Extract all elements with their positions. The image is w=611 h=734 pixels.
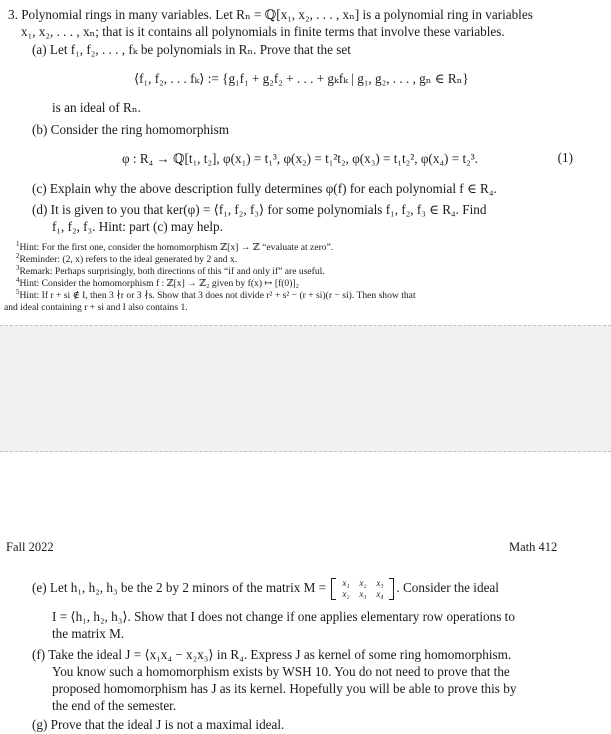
header-right: Math 412 bbox=[509, 540, 558, 554]
header-left: Fall 2022 bbox=[6, 540, 54, 554]
page-bottom bbox=[0, 452, 611, 734]
part-g-line: (g) Prove that the ideal J is not a maximal ideal. bbox=[32, 717, 285, 732]
part-e-line-1 bbox=[32, 576, 499, 600]
part-b-line-1: (b) Consider the ring homomorphism bbox=[32, 122, 230, 137]
part-a-display: ⟨f₁, f₂, . . . fₖ⟩ := {g₁f₁ + g₂f₂ + . . . + gₖfₖ | g₁, g₂, . . . , gₙ ∈ Rₙ} bbox=[134, 71, 469, 86]
part-a-line-2: is an ideal of Rₙ. bbox=[52, 100, 141, 115]
part-e-line-2: I = ⟨h₁, h₂, h₃⟩. Show that I does not change if one applies elementary row operations to bbox=[52, 609, 515, 624]
part-a-line-1: (a) Let f₁, f₂, . . . , fₖ be polynomials in Rₙ. Prove that the set bbox=[32, 42, 351, 57]
part-b-display: φ : R₄ → ℚ[t₁, t₂], φ(x₁) = t₁³, φ(x₂) = t₁²t₂, φ(x₃) = t₁t₂², φ(x₄) = t₂³. bbox=[122, 151, 478, 166]
part-e-post: . Consider the ideal bbox=[396, 580, 499, 595]
equation-number: (1) bbox=[557, 150, 573, 165]
part-e-line-3: the matrix M. bbox=[52, 626, 125, 641]
page-gap bbox=[0, 325, 611, 452]
matrix-m bbox=[331, 578, 394, 600]
problem-line-1: 3. Polynomial rings in many variables. Let Rₙ = ℚ[x₁, x₂, . . . , xₙ] is a polynomial ring in variables bbox=[8, 7, 533, 22]
footnote-5: $^5$Hint: If r + si ∉ I, then 3 ∤r or 3 ∤s. Show that 3 does not divide r² + s² − (r + si)(r − si). Then show that bbox=[16, 288, 416, 301]
part-d-line-1: (d) It is given to you that ker(φ) = ⟨f₁, f₂, f₃⟩ for some polynomials f₁, f₂, f₃ ∈ R₄. Find bbox=[32, 202, 487, 217]
part-f-line-4: the end of the semester. bbox=[52, 698, 177, 713]
footnote-5-continued: and ideal containing r + si and I also contains 1. bbox=[4, 302, 188, 313]
part-f-line-2: You know such a homomorphism exists by WSH 10. You do not need to prove that the bbox=[52, 664, 510, 679]
footnote-2: $^2$Reminder: (2, x) refers to the ideal generated by 2 and x. bbox=[16, 252, 238, 265]
page-top bbox=[0, 0, 611, 325]
gap-top-border bbox=[0, 325, 611, 326]
part-f-line-1: (f) Take the ideal J = ⟨x₁x₄ − x₂x₃⟩ in R₄. Express J as kernel of some ring homomorphism. bbox=[32, 647, 512, 662]
part-d-line-2: f₁, f₂, f₃. Hint: part (c) may help. bbox=[52, 219, 223, 234]
footnote-4: $^4$Hint: Consider the homomorphism f : ℤ[x] → ℤ₂ given by f(x) ↦ [f(0)]₂ bbox=[16, 276, 299, 289]
matrix-row-2: x₂ x₃ x₄ bbox=[342, 588, 384, 599]
footnote-1: $^1$Hint: For the first one, consider the homomorphism ℤ[x] → ℤ “evaluate at zero”. bbox=[16, 240, 334, 253]
problem-line-2: x₁, x₂, . . . , xₙ; that is it contains all polynomials in finite terms that involve these variables. bbox=[21, 24, 505, 39]
part-c-line: (c) Explain why the above description fully determines φ(f) for each polynomial f ∈ R₄. bbox=[32, 181, 497, 196]
part-f-line-3: proposed homomorphism has J as its kernel. Hopefully you will be able to prove this by bbox=[52, 681, 517, 696]
part-e-pre: (e) Let h₁, h₂, h₃ be the 2 by 2 minors of the matrix M = bbox=[32, 580, 327, 595]
matrix-row-1: x₁ x₂ x₃ bbox=[342, 577, 384, 588]
footnote-3: $^3$Remark: Perhaps surprisingly, both directions of this “if and only if” are useful. bbox=[16, 264, 325, 277]
